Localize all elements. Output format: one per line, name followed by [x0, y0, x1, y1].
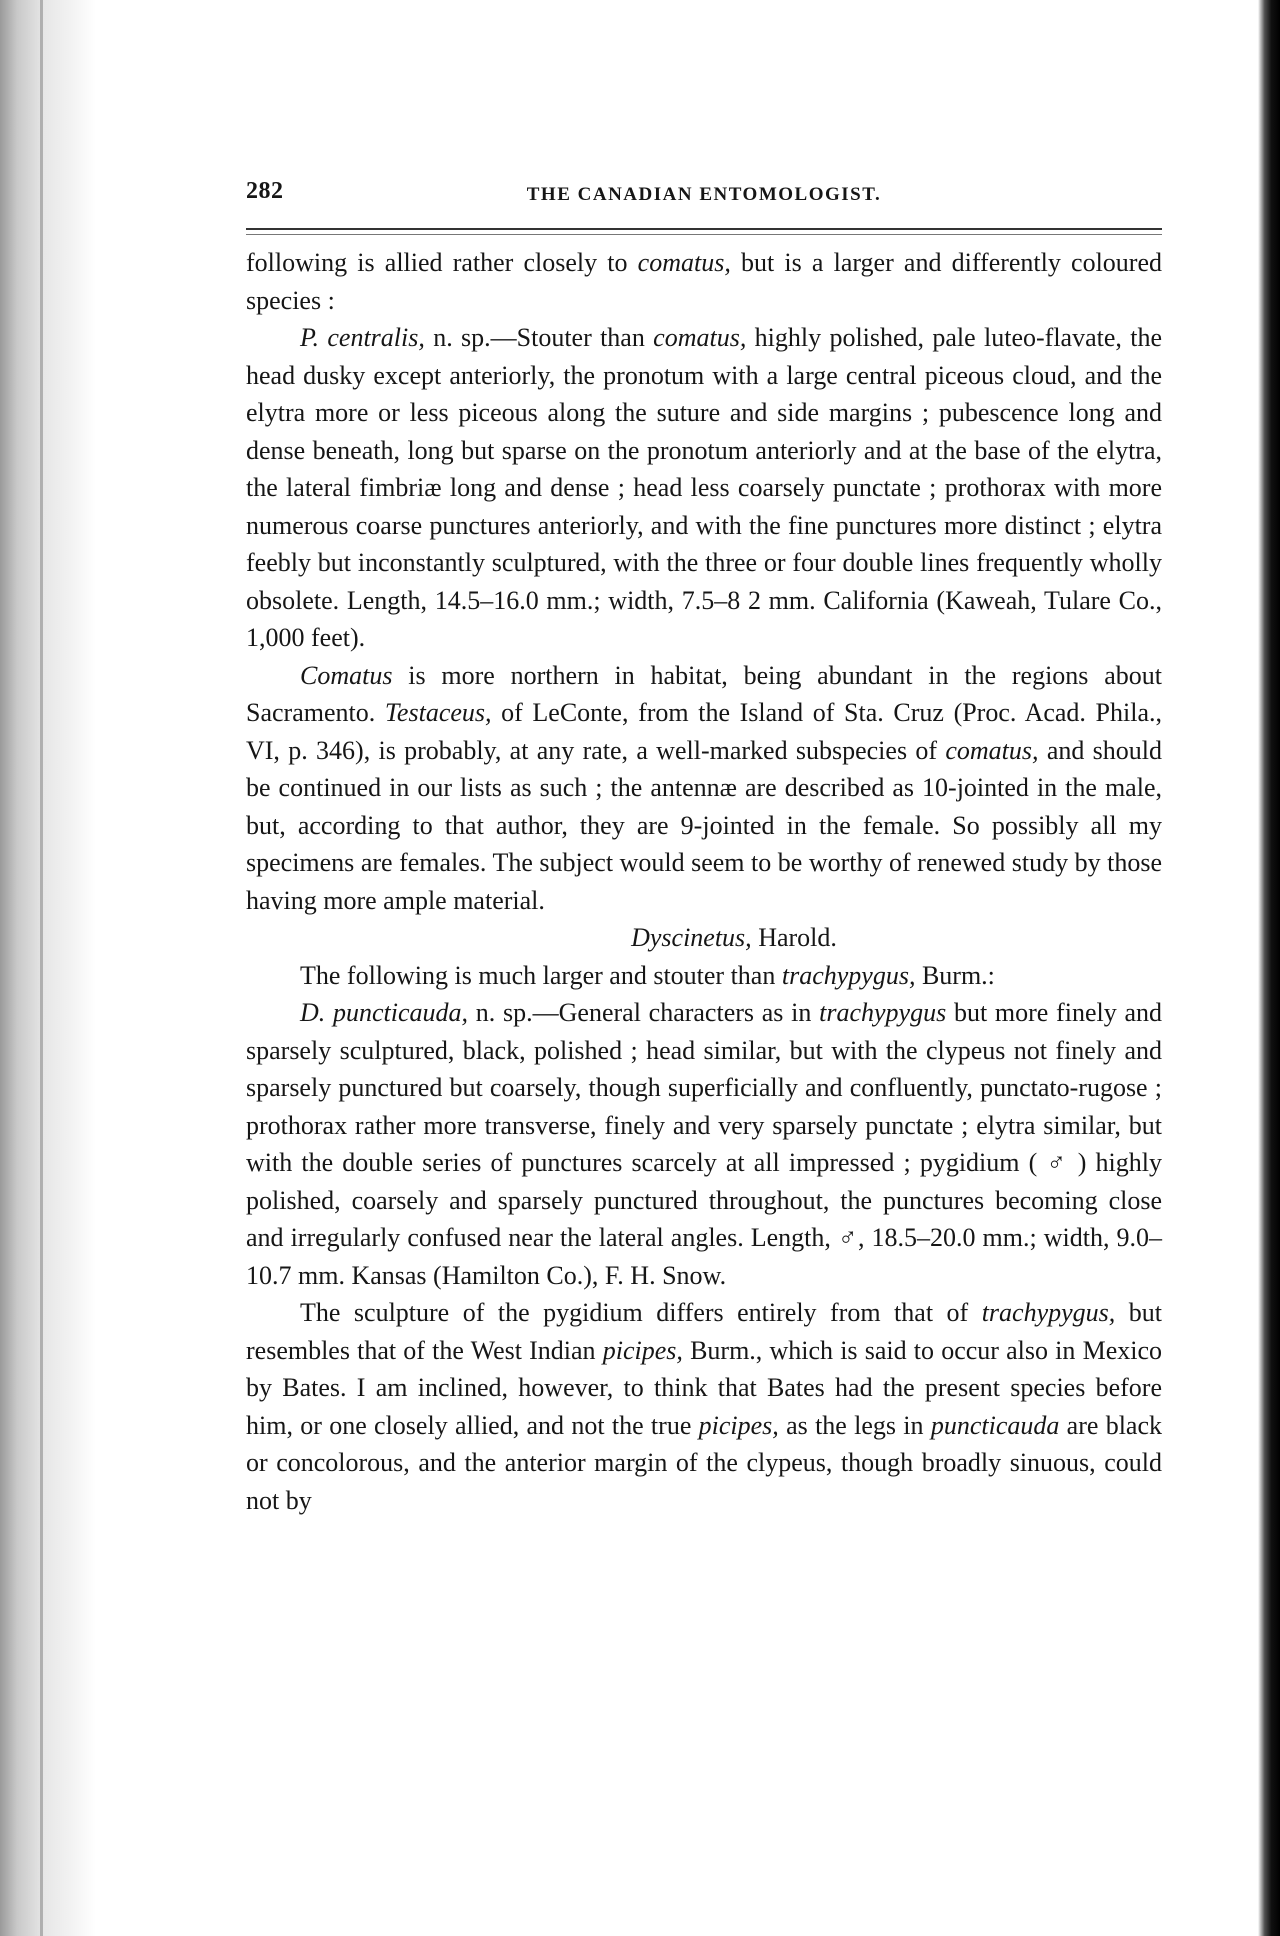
page-number: 282 — [246, 178, 284, 204]
page-header — [246, 178, 1162, 218]
paragraph-continuation: following is allied rather closely to comatus, but is a larger and differently coloured species : — [246, 248, 1163, 315]
spine-crease — [40, 0, 43, 1936]
running-head: THE CANADIAN ENTOMOLOGIST. — [526, 184, 882, 205]
paragraph-puncticauda-description: D. puncticauda, n. sp.—General characters as in trachypygus but more finely and sparsely sculptured, black, polished ; head similar, but with the clypeus not finely and sparsely punctured but coarsely, though superficially and confluently, punctato-rugose ; prothorax rather more transverse, finely and very sparsely punctate ; elytra similar, but with the double series of punctures scarcely at all impressed ; pygidium ( ♂ ) highly polished, coarsely and sparsely punctured throughout, the punctures becoming close and irregularly confused near the lateral angles. Length, ♂, 18.5–20.0 mm.; width, 9.0–10.7 mm. Kansas (Hamilton Co.), F. H. Snow. — [246, 998, 1162, 1290]
book-spine-shadow — [0, 0, 96, 1936]
paragraph-intro-puncticauda: The following is much larger and stouter than trachypygus, Burm.: — [300, 960, 995, 990]
page-edge-shadow — [1258, 0, 1280, 1936]
paragraph-centralis-description: P. centralis, n. sp.—Stouter than comatus, highly polished, pale luteo-flavate, the head dusky except anteriorly, the pronotum with a large central piceous cloud, and the elytra more or less piceous along the suture and side margins ; pubescence long and dense beneath, long but sparse on the pronotum anteriorly and at the base of the elytra, the lateral fimbriæ long and dense ; head less coarsely punctate ; prothorax with more numerous coarse punctures anteriorly, and with the fine punctures more distinct ; elytra feebly but inconstantly sculptured, with the three or four double lines frequently wholly obsolete. Length, 14.5–16.0 mm.; width, 7.5–8 2 mm. California (Kaweah, Tulare Co., 1,000 feet). — [246, 323, 1162, 652]
header-rule — [246, 228, 1162, 230]
paragraph-pygidium-remarks: The sculpture of the pygidium differs entirely from that of trachypygus, but resembles that of the West Indian picipes, Burm., which is said to occur also in Mexico by Bates. I am inclined, however, to think that Bates had the present species before him, or one closely allied, and not the true picipes, as the legs in puncticauda are black or concolorous, and the anterior margin of the clypeus, though broadly sinuous, could not by — [246, 1298, 1162, 1515]
header-rule-thin — [246, 234, 1162, 235]
body-text — [246, 244, 1162, 1519]
paragraph-comatus-remarks: Comatus is more northern in habitat, being abundant in the regions about Sacramento. Testaceus, of LeConte, from the Island of Sta. Cruz (Proc. Acad. Phila., VI, p. 346), is probably, at any rate, a well-marked subspecies of comatus, and should be continued in our lists as such ; the antennæ are described as 10-jointed in the male, but, according to that author, they are 9-jointed in the female. So possibly all my specimens are females. The subject would seem to be worthy of renewed study by those having more ample material. — [246, 660, 1163, 915]
genus-heading: Dyscinetus, Harold. — [631, 923, 837, 952]
